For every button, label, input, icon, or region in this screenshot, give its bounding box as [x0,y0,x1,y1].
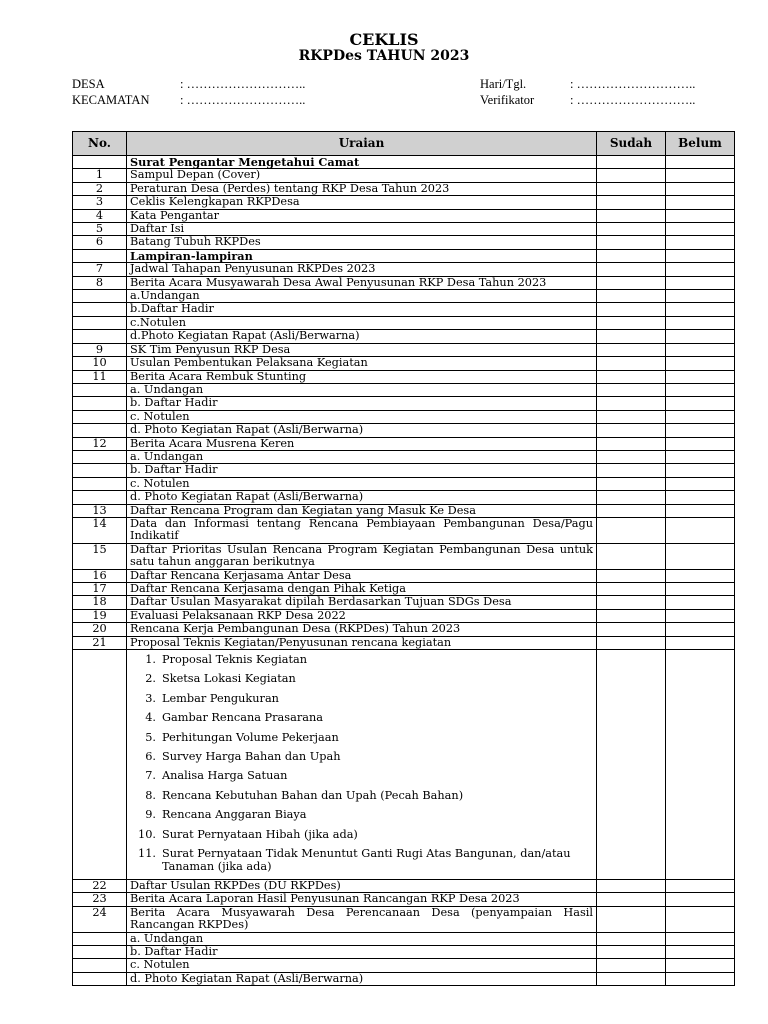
row-number: 13 [73,504,127,517]
list-item-text: Surat Pernyataan Tidak Menuntut Ganti Rugi Atas Bangunan, dan/atau Tanaman (jika ada) [162,847,571,873]
row-number [73,330,127,343]
table-row [73,410,735,423]
belum-checkbox-cell[interactable] [666,424,735,437]
belum-checkbox-cell[interactable] [666,596,735,609]
belum-checkbox-cell[interactable] [666,491,735,504]
table-row [73,249,735,262]
list-item-number: 3. [145,691,156,705]
table-row [73,316,735,329]
desa-label: DESA [72,77,105,91]
sudah-checkbox-cell[interactable] [597,223,666,236]
belum-checkbox-cell[interactable] [666,276,735,289]
table-row [73,906,735,932]
row-uraian: Sampul Depan (Cover) [127,169,597,182]
row-number: 10 [73,357,127,370]
row-uraian: Berita Acara Musyawarah Desa Perencanaan Desa (penyampaian Hasil Rancangan RKPDes) [127,906,597,932]
row-uraian: d. Photo Kegiatan Rapat (Asli/Berwarna) [127,424,597,437]
sudah-checkbox-cell[interactable] [597,316,666,329]
row-number [73,156,127,169]
belum-checkbox-cell[interactable] [666,236,735,249]
list-item-number: 1. [145,653,156,667]
table-row [73,276,735,289]
table-row [73,517,735,543]
sudah-checkbox-cell[interactable] [597,569,666,582]
list-item [145,670,593,689]
list-item [138,845,593,877]
sudah-checkbox-cell[interactable] [597,330,666,343]
table-row [73,397,735,410]
header-uraian: Uraian [127,132,597,156]
row-uraian: Evaluasi Pelaksanaan RKP Desa 2022 [127,609,597,622]
sudah-checkbox-cell[interactable] [597,397,666,410]
list-item-text: Rencana Anggaran Biaya [162,808,307,822]
row-uraian: Berita Acara Laporan Hasil Penyusunan Rancangan RKP Desa 2023 [127,893,597,906]
table-row [73,583,735,596]
header-sudah: Sudah [597,132,666,156]
row-uraian: Usulan Pembentukan Pelaksana Kegiatan [127,357,597,370]
row-number [73,477,127,490]
row-number [73,932,127,945]
row-uraian: b. Daftar Hadir [127,397,597,410]
row-uraian: d.Photo Kegiatan Rapat (Asli/Berwarna) [127,330,597,343]
row-uraian: b. Daftar Hadir [127,464,597,477]
row-number: 23 [73,893,127,906]
belum-checkbox-cell[interactable] [666,370,735,383]
table-row [73,893,735,906]
proposal-item-list [130,651,593,877]
row-number [73,959,127,972]
row-uraian: Daftar Rencana Program dan Kegiatan yang Masuk Ke Desa [127,504,597,517]
list-item-number: 6. [145,750,156,764]
belum-checkbox-cell[interactable] [666,504,735,517]
belum-checkbox-cell[interactable] [666,196,735,209]
row-number [73,450,127,463]
row-number [73,410,127,423]
sudah-checkbox-cell[interactable] [597,437,666,450]
belum-checkbox-cell[interactable] [666,972,735,985]
row-number: 5 [73,223,127,236]
sudah-checkbox-cell[interactable] [597,972,666,985]
sudah-checkbox-cell[interactable] [597,932,666,945]
row-uraian: Berita Acara Musyawarah Desa Awal Penyusunan RKP Desa Tahun 2023 [127,276,597,289]
hari-label: Hari/Tgl. [480,77,527,91]
row-number: 3 [73,196,127,209]
belum-checkbox-cell[interactable] [666,343,735,356]
row-uraian: c.Notulen [127,316,597,329]
row-uraian [127,650,597,880]
table-row [73,450,735,463]
belum-checkbox-cell[interactable] [666,316,735,329]
meta-left [72,76,305,108]
sudah-checkbox-cell[interactable] [597,450,666,463]
row-number [73,491,127,504]
row-number: 18 [73,596,127,609]
belum-checkbox-cell[interactable] [666,945,735,958]
sudah-checkbox-cell[interactable] [597,209,666,222]
belum-checkbox-cell[interactable] [666,623,735,636]
list-item [145,767,593,786]
belum-checkbox-cell[interactable] [666,209,735,222]
row-number [73,316,127,329]
row-uraian: Daftar Usulan RKPDes (DU RKPDes) [127,879,597,892]
row-number: 1 [73,169,127,182]
list-item-text: Proposal Teknis Kegiatan [162,653,307,667]
sudah-checkbox-cell[interactable] [597,343,666,356]
list-item [145,690,593,709]
belum-checkbox-cell[interactable] [666,156,735,169]
list-item [145,787,593,806]
table-row [73,609,735,622]
list-item-number: 4. [145,711,156,725]
row-number [73,383,127,396]
table-body [73,156,735,986]
belum-checkbox-cell[interactable] [666,169,735,182]
row-number: 4 [73,209,127,222]
list-item-text: Sketsa Lokasi Kegiatan [162,672,296,686]
list-item-text: Analisa Harga Satuan [162,769,288,783]
table-row [73,437,735,450]
table-row-proposal-items [73,650,735,880]
row-number: 7 [73,263,127,276]
belum-checkbox-cell[interactable] [666,410,735,423]
row-number: 2 [73,182,127,195]
row-number [73,397,127,410]
sudah-checkbox-cell[interactable] [597,543,666,569]
list-item [145,709,593,728]
table-row [73,182,735,195]
row-number [73,945,127,958]
header-belum: Belum [666,132,735,156]
sudah-checkbox-cell[interactable] [597,504,666,517]
belum-checkbox-cell[interactable] [666,650,735,880]
document-title: CEKLIS [349,30,419,49]
list-item-number: 2. [145,672,156,686]
list-item-number: 9. [145,808,156,822]
row-number [73,303,127,316]
sudah-checkbox-cell[interactable] [597,906,666,932]
table-row [73,383,735,396]
sudah-checkbox-cell[interactable] [597,609,666,622]
row-number [73,424,127,437]
row-number: 22 [73,879,127,892]
sudah-checkbox-cell[interactable] [597,959,666,972]
row-uraian: Daftar Rencana Kerjasama dengan Pihak Ketiga [127,583,597,596]
table-row [73,223,735,236]
belum-checkbox-cell[interactable] [666,182,735,195]
sudah-checkbox-cell[interactable] [597,156,666,169]
sudah-checkbox-cell[interactable] [597,383,666,396]
sudah-checkbox-cell[interactable] [597,636,666,649]
belum-checkbox-cell[interactable] [666,959,735,972]
table-row [73,196,735,209]
hari-blank: : ……………………….. [570,77,696,91]
sudah-checkbox-cell[interactable] [597,276,666,289]
table-row [73,596,735,609]
row-number: 19 [73,609,127,622]
meta-hari [480,76,695,92]
row-number: 15 [73,543,127,569]
belum-checkbox-cell[interactable] [666,906,735,932]
list-item [145,651,593,670]
meta-desa [72,76,305,92]
table-row [73,959,735,972]
list-item-text: Gambar Rencana Prasarana [162,711,323,725]
table-row [73,357,735,370]
row-uraian: Rencana Kerja Pembangunan Desa (RKPDes) Tahun 2023 [127,623,597,636]
table-row [73,236,735,249]
row-uraian: Berita Acara Musrena Keren [127,437,597,450]
list-item-text: Surat Pernyataan Hibah (jika ada) [162,827,358,841]
row-uraian: c. Notulen [127,477,597,490]
row-number: 17 [73,583,127,596]
row-uraian: c. Notulen [127,410,597,423]
list-item [145,729,593,748]
sudah-checkbox-cell[interactable] [597,357,666,370]
row-number: 11 [73,370,127,383]
row-uraian: Data dan Informasi tentang Rencana Pembiayaan Pembangunan Desa/Pagu Indikatif [127,517,597,543]
sudah-checkbox-cell[interactable] [597,370,666,383]
row-number [73,249,127,262]
table-row [73,263,735,276]
kecamatan-blank: : ……………………….. [180,93,306,107]
table-row [73,290,735,303]
table-row [73,370,735,383]
table-row [73,464,735,477]
row-uraian: c. Notulen [127,959,597,972]
sudah-checkbox-cell[interactable] [597,491,666,504]
row-uraian: Kata Pengantar [127,209,597,222]
sudah-checkbox-cell[interactable] [597,517,666,543]
verifikator-label: Verifikator [480,93,535,107]
list-item-text: Survey Harga Bahan dan Upah [162,750,341,764]
row-uraian: b. Daftar Hadir [127,945,597,958]
row-number: 20 [73,623,127,636]
list-item-number: 8. [145,788,156,802]
list-item-text: Rencana Kebutuhan Bahan dan Upah (Pecah Bahan) [162,788,464,802]
belum-checkbox-cell[interactable] [666,517,735,543]
belum-checkbox-cell[interactable] [666,249,735,262]
belum-checkbox-cell[interactable] [666,263,735,276]
table-row [73,636,735,649]
table-row [73,169,735,182]
row-uraian: d. Photo Kegiatan Rapat (Asli/Berwarna) [127,972,597,985]
belum-checkbox-cell[interactable] [666,383,735,396]
row-number: 24 [73,906,127,932]
row-uraian: Proposal Teknis Kegiatan/Penyusunan rencana kegiatan [127,636,597,649]
list-item-text: Perhitungan Volume Pekerjaan [162,730,339,744]
table-row [73,504,735,517]
sudah-checkbox-cell[interactable] [597,477,666,490]
row-number: 21 [73,636,127,649]
row-uraian: b.Daftar Hadir [127,303,597,316]
sudah-checkbox-cell[interactable] [597,236,666,249]
row-uraian: a. Undangan [127,383,597,396]
list-item [145,806,593,825]
table-header-row [73,132,735,156]
row-number [73,972,127,985]
sudah-checkbox-cell[interactable] [597,650,666,880]
sudah-checkbox-cell[interactable] [597,169,666,182]
document-subtitle: RKPDes TAHUN 2023 [298,48,470,64]
sudah-checkbox-cell[interactable] [597,464,666,477]
list-item [138,826,593,845]
table-row [73,156,735,169]
sudah-checkbox-cell[interactable] [597,263,666,276]
list-item-number: 10. [138,827,156,841]
belum-checkbox-cell[interactable] [666,543,735,569]
sudah-checkbox-cell[interactable] [597,424,666,437]
header-no: No. [73,132,127,156]
sudah-checkbox-cell[interactable] [597,249,666,262]
list-item [145,748,593,767]
meta-kecamatan [72,92,305,108]
row-number: 6 [73,236,127,249]
list-item-text: Lembar Pengukuran [162,691,279,705]
row-uraian: a. Undangan [127,932,597,945]
list-item-number: 7. [145,769,156,783]
sudah-checkbox-cell[interactable] [597,182,666,195]
table-row [73,424,735,437]
table-row [73,330,735,343]
belum-checkbox-cell[interactable] [666,932,735,945]
row-uraian: d. Photo Kegiatan Rapat (Asli/Berwarna) [127,491,597,504]
sudah-checkbox-cell[interactable] [597,596,666,609]
row-uraian: Surat Pengantar Mengetahui Camat [127,156,597,169]
row-number: 16 [73,569,127,582]
sudah-checkbox-cell[interactable] [597,290,666,303]
belum-checkbox-cell[interactable] [666,569,735,582]
list-item-number: 5. [145,730,156,744]
belum-checkbox-cell[interactable] [666,437,735,450]
belum-checkbox-cell[interactable] [666,357,735,370]
sudah-checkbox-cell[interactable] [597,945,666,958]
row-number [73,650,127,880]
table-row [73,303,735,316]
table-row [73,491,735,504]
sudah-checkbox-cell[interactable] [597,196,666,209]
belum-checkbox-cell[interactable] [666,290,735,303]
row-uraian: a. Undangan [127,450,597,463]
belum-checkbox-cell[interactable] [666,477,735,490]
table-row [73,343,735,356]
table-row [73,569,735,582]
table-row [73,623,735,636]
table-row [73,879,735,892]
row-uraian: Berita Acara Rembuk Stunting [127,370,597,383]
belum-checkbox-cell[interactable] [666,879,735,892]
row-uraian: Daftar Usulan Masyarakat dipilah Berdasarkan Tujuan SDGs Desa [127,596,597,609]
row-uraian: Daftar Prioritas Usulan Rencana Program Kegiatan Pembangunan Desa untuk satu tahun anggaran berikutnya [127,543,597,569]
list-item-number: 11. [138,847,156,861]
belum-checkbox-cell[interactable] [666,893,735,906]
row-uraian: Lampiran-lampiran [127,249,597,262]
verifikator-blank: : ……………………….. [570,93,696,107]
table-row [73,543,735,569]
sudah-checkbox-cell[interactable] [597,410,666,423]
table-row [73,972,735,985]
row-uraian: a.Undangan [127,290,597,303]
meta-verifikator [480,92,695,108]
sudah-checkbox-cell[interactable] [597,893,666,906]
row-uraian: Ceklis Kelengkapan RKPDesa [127,196,597,209]
row-number: 14 [73,517,127,543]
row-number: 8 [73,276,127,289]
belum-checkbox-cell[interactable] [666,397,735,410]
belum-checkbox-cell[interactable] [666,636,735,649]
belum-checkbox-cell[interactable] [666,223,735,236]
row-uraian: Batang Tubuh RKPDes [127,236,597,249]
row-number [73,464,127,477]
table-row [73,209,735,222]
row-number: 12 [73,437,127,450]
row-uraian: Daftar Rencana Kerjasama Antar Desa [127,569,597,582]
table-row [73,477,735,490]
belum-checkbox-cell[interactable] [666,583,735,596]
belum-checkbox-cell[interactable] [666,464,735,477]
belum-checkbox-cell[interactable] [666,330,735,343]
checklist-table [72,131,735,986]
belum-checkbox-cell[interactable] [666,303,735,316]
table-row [73,932,735,945]
sudah-checkbox-cell[interactable] [597,303,666,316]
kecamatan-label: KECAMATAN [72,93,150,107]
row-uraian: SK Tim Penyusun RKP Desa [127,343,597,356]
meta-right [480,76,695,108]
row-uraian: Peraturan Desa (Perdes) tentang RKP Desa Tahun 2023 [127,182,597,195]
belum-checkbox-cell[interactable] [666,450,735,463]
row-uraian: Daftar Isi [127,223,597,236]
belum-checkbox-cell[interactable] [666,609,735,622]
table-row [73,945,735,958]
sudah-checkbox-cell[interactable] [597,879,666,892]
row-number: 9 [73,343,127,356]
sudah-checkbox-cell[interactable] [597,583,666,596]
sudah-checkbox-cell[interactable] [597,623,666,636]
desa-blank: : ……………………….. [180,77,306,91]
row-number [73,290,127,303]
row-uraian: Jadwal Tahapan Penyusunan RKPDes 2023 [127,263,597,276]
